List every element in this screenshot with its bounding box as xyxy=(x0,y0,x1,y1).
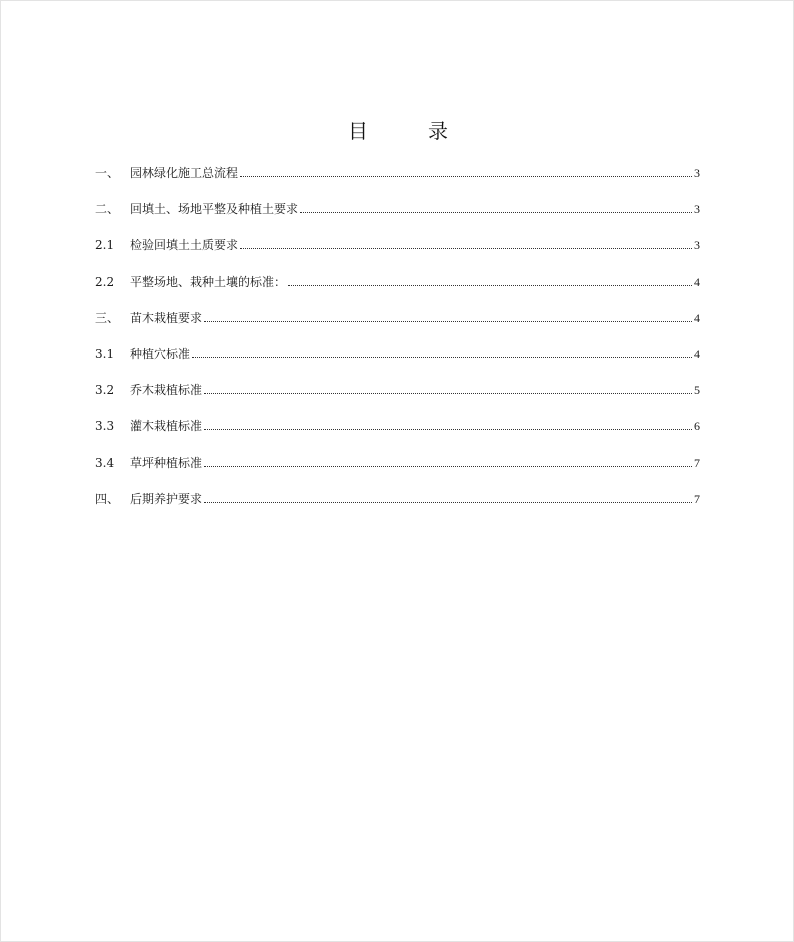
toc-entry-label: 种植穴标准 xyxy=(130,346,191,361)
toc-dot-leader xyxy=(300,211,692,213)
toc-entry-page: 4 xyxy=(694,310,700,325)
toc-entry[interactable] xyxy=(95,417,700,453)
toc-dot-leader xyxy=(240,247,692,249)
toc-entry[interactable] xyxy=(95,164,700,200)
toc-dot-leader xyxy=(204,392,692,394)
toc-entry-label: 灌木栽植标准 xyxy=(130,419,203,434)
toc-dot-leader xyxy=(204,501,692,503)
toc-entry-number: 3.2 xyxy=(95,383,115,398)
toc-entry-page: 7 xyxy=(694,455,700,470)
toc-entry-label: 草坪种植标准 xyxy=(130,455,203,470)
toc-entry-number: 三、 xyxy=(95,310,120,325)
toc-entry-label: 后期养护要求 xyxy=(130,491,203,506)
toc-entry[interactable] xyxy=(95,345,700,381)
toc-entry[interactable] xyxy=(95,490,700,526)
toc-entry-label: 平整场地、栽种土壤的标准： xyxy=(130,274,287,289)
toc-dot-leader xyxy=(240,175,692,177)
toc-entry-number: 一、 xyxy=(95,166,120,180)
toc-entry[interactable] xyxy=(95,381,700,417)
toc-entry-page: 5 xyxy=(694,383,700,398)
toc-entry-page: 3 xyxy=(694,166,700,180)
toc-dot-leader xyxy=(204,428,692,430)
toc-entry-page: 3 xyxy=(694,202,700,217)
table-of-contents xyxy=(95,164,700,526)
toc-entry-page: 3 xyxy=(694,238,700,253)
toc-dot-leader xyxy=(204,320,692,322)
toc-entry[interactable] xyxy=(95,236,700,272)
toc-entry-number: 3.4 xyxy=(95,455,115,470)
toc-entry-number: 3.1 xyxy=(95,346,115,361)
toc-entry-page: 7 xyxy=(694,491,700,506)
toc-entry-number: 3.3 xyxy=(95,419,115,434)
toc-entry-label: 苗木栽植要求 xyxy=(130,310,203,325)
toc-entry-label: 乔木栽植标准 xyxy=(130,383,203,398)
toc-entry-label: 园林绿化施工总流程 xyxy=(130,166,239,180)
toc-entry-number: 四、 xyxy=(95,491,120,506)
toc-entry-number: 2.2 xyxy=(95,274,115,289)
toc-entry-label: 回填土、场地平整及种植土要求 xyxy=(130,202,299,217)
toc-dot-leader xyxy=(288,284,692,286)
toc-dot-leader xyxy=(204,465,692,467)
toc-entry-page: 4 xyxy=(694,274,700,289)
toc-entry[interactable] xyxy=(95,309,700,345)
toc-entry-number: 2.1 xyxy=(95,238,115,253)
toc-entry-label: 检验回填土土质要求 xyxy=(130,238,239,253)
toc-entry[interactable] xyxy=(95,454,700,490)
toc-title: 目 录 xyxy=(348,119,448,143)
toc-entry[interactable] xyxy=(95,200,700,236)
toc-dot-leader xyxy=(192,356,692,358)
toc-entry[interactable] xyxy=(95,273,700,309)
toc-entry-number: 二、 xyxy=(95,202,120,217)
toc-entry-page: 4 xyxy=(694,346,700,361)
toc-entry-page: 6 xyxy=(694,419,700,434)
